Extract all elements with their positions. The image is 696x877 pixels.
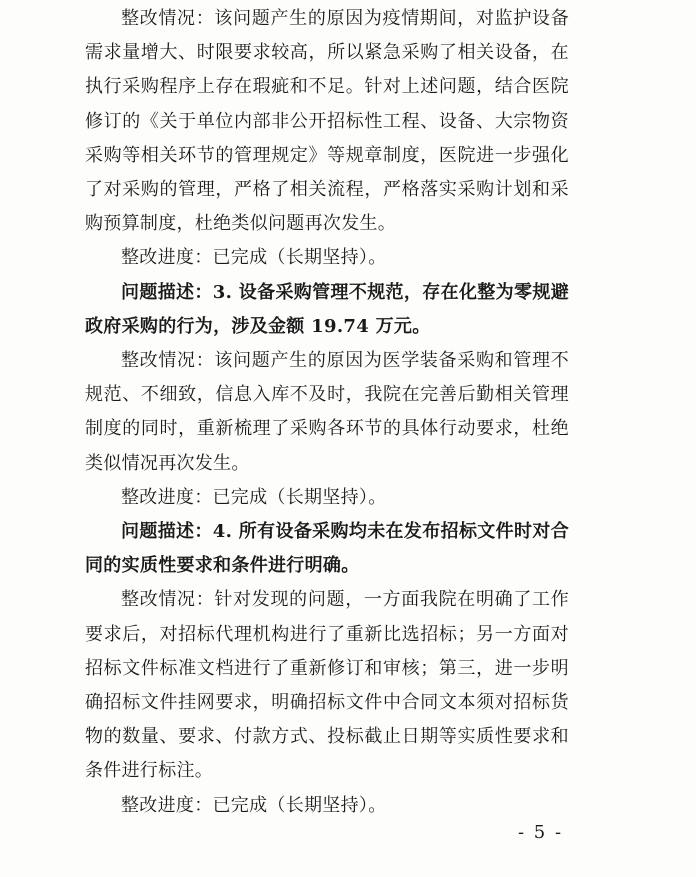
document-body (85, 2, 569, 823)
paragraph-rectify-situation-4: 整改情况：针对发现的问题，一方面我院在明确了工作要求后，对招标代理机构进行了重新比选招标；另一方面对招标文件标准文档进行了重新修订和审核；第三，进一步明确招标文件挂网要求，明确招标文件中合同文本须对招标货物的数量、要求、付款方式、投标截止日期等实质性要求和条件进行标注。 (85, 589, 569, 782)
paragraph-rectify-situation-3: 整改情况：该问题产生的原因为医学装备采购和管理不规范、不细致，信息入库不及时，我院在完善后勤相关管理制度的同时，重新梳理了采购各环节的具体行动要求，杜绝类似情况再次发生。 (85, 350, 569, 474)
paragraph-problem-description-3: 问题描述：3. 设备采购管理不规范，存在化整为零规避政府采购的行为，涉及金额 19.74 万元。 (85, 281, 569, 337)
paragraph-rectify-progress-2: 整改进度：已完成（长期坚持）。 (121, 247, 387, 269)
paragraph-rectify-progress-4: 整改进度：已完成（长期坚持）。 (121, 794, 387, 816)
paragraph-problem-description-4: 问题描述：4. 所有设备采购均未在发布招标文件时对合同的实质性要求和条件进行明确。 (85, 521, 569, 577)
paragraph-rectify-progress-3: 整改进度：已完成（长期坚持）。 (121, 486, 387, 508)
paragraph-rectify-situation-2: 整改情况：该问题产生的原因为疫情期间，对监护设备需求量增大、时限要求较高，所以紧急采购了相关设备，在执行采购程序上存在瑕疵和不足。针对上述问题，结合医院修订的《关于单位内部非公开招标性工程、设备、大宗物资采购等相关环节的管理规定》等规章制度，医院进一步强化了对采购的管理，严格了相关流程，严格落实采购计划和采购预算制度，杜绝类似问题再次发生。 (85, 8, 569, 235)
page-number: - 5 - (518, 822, 564, 843)
